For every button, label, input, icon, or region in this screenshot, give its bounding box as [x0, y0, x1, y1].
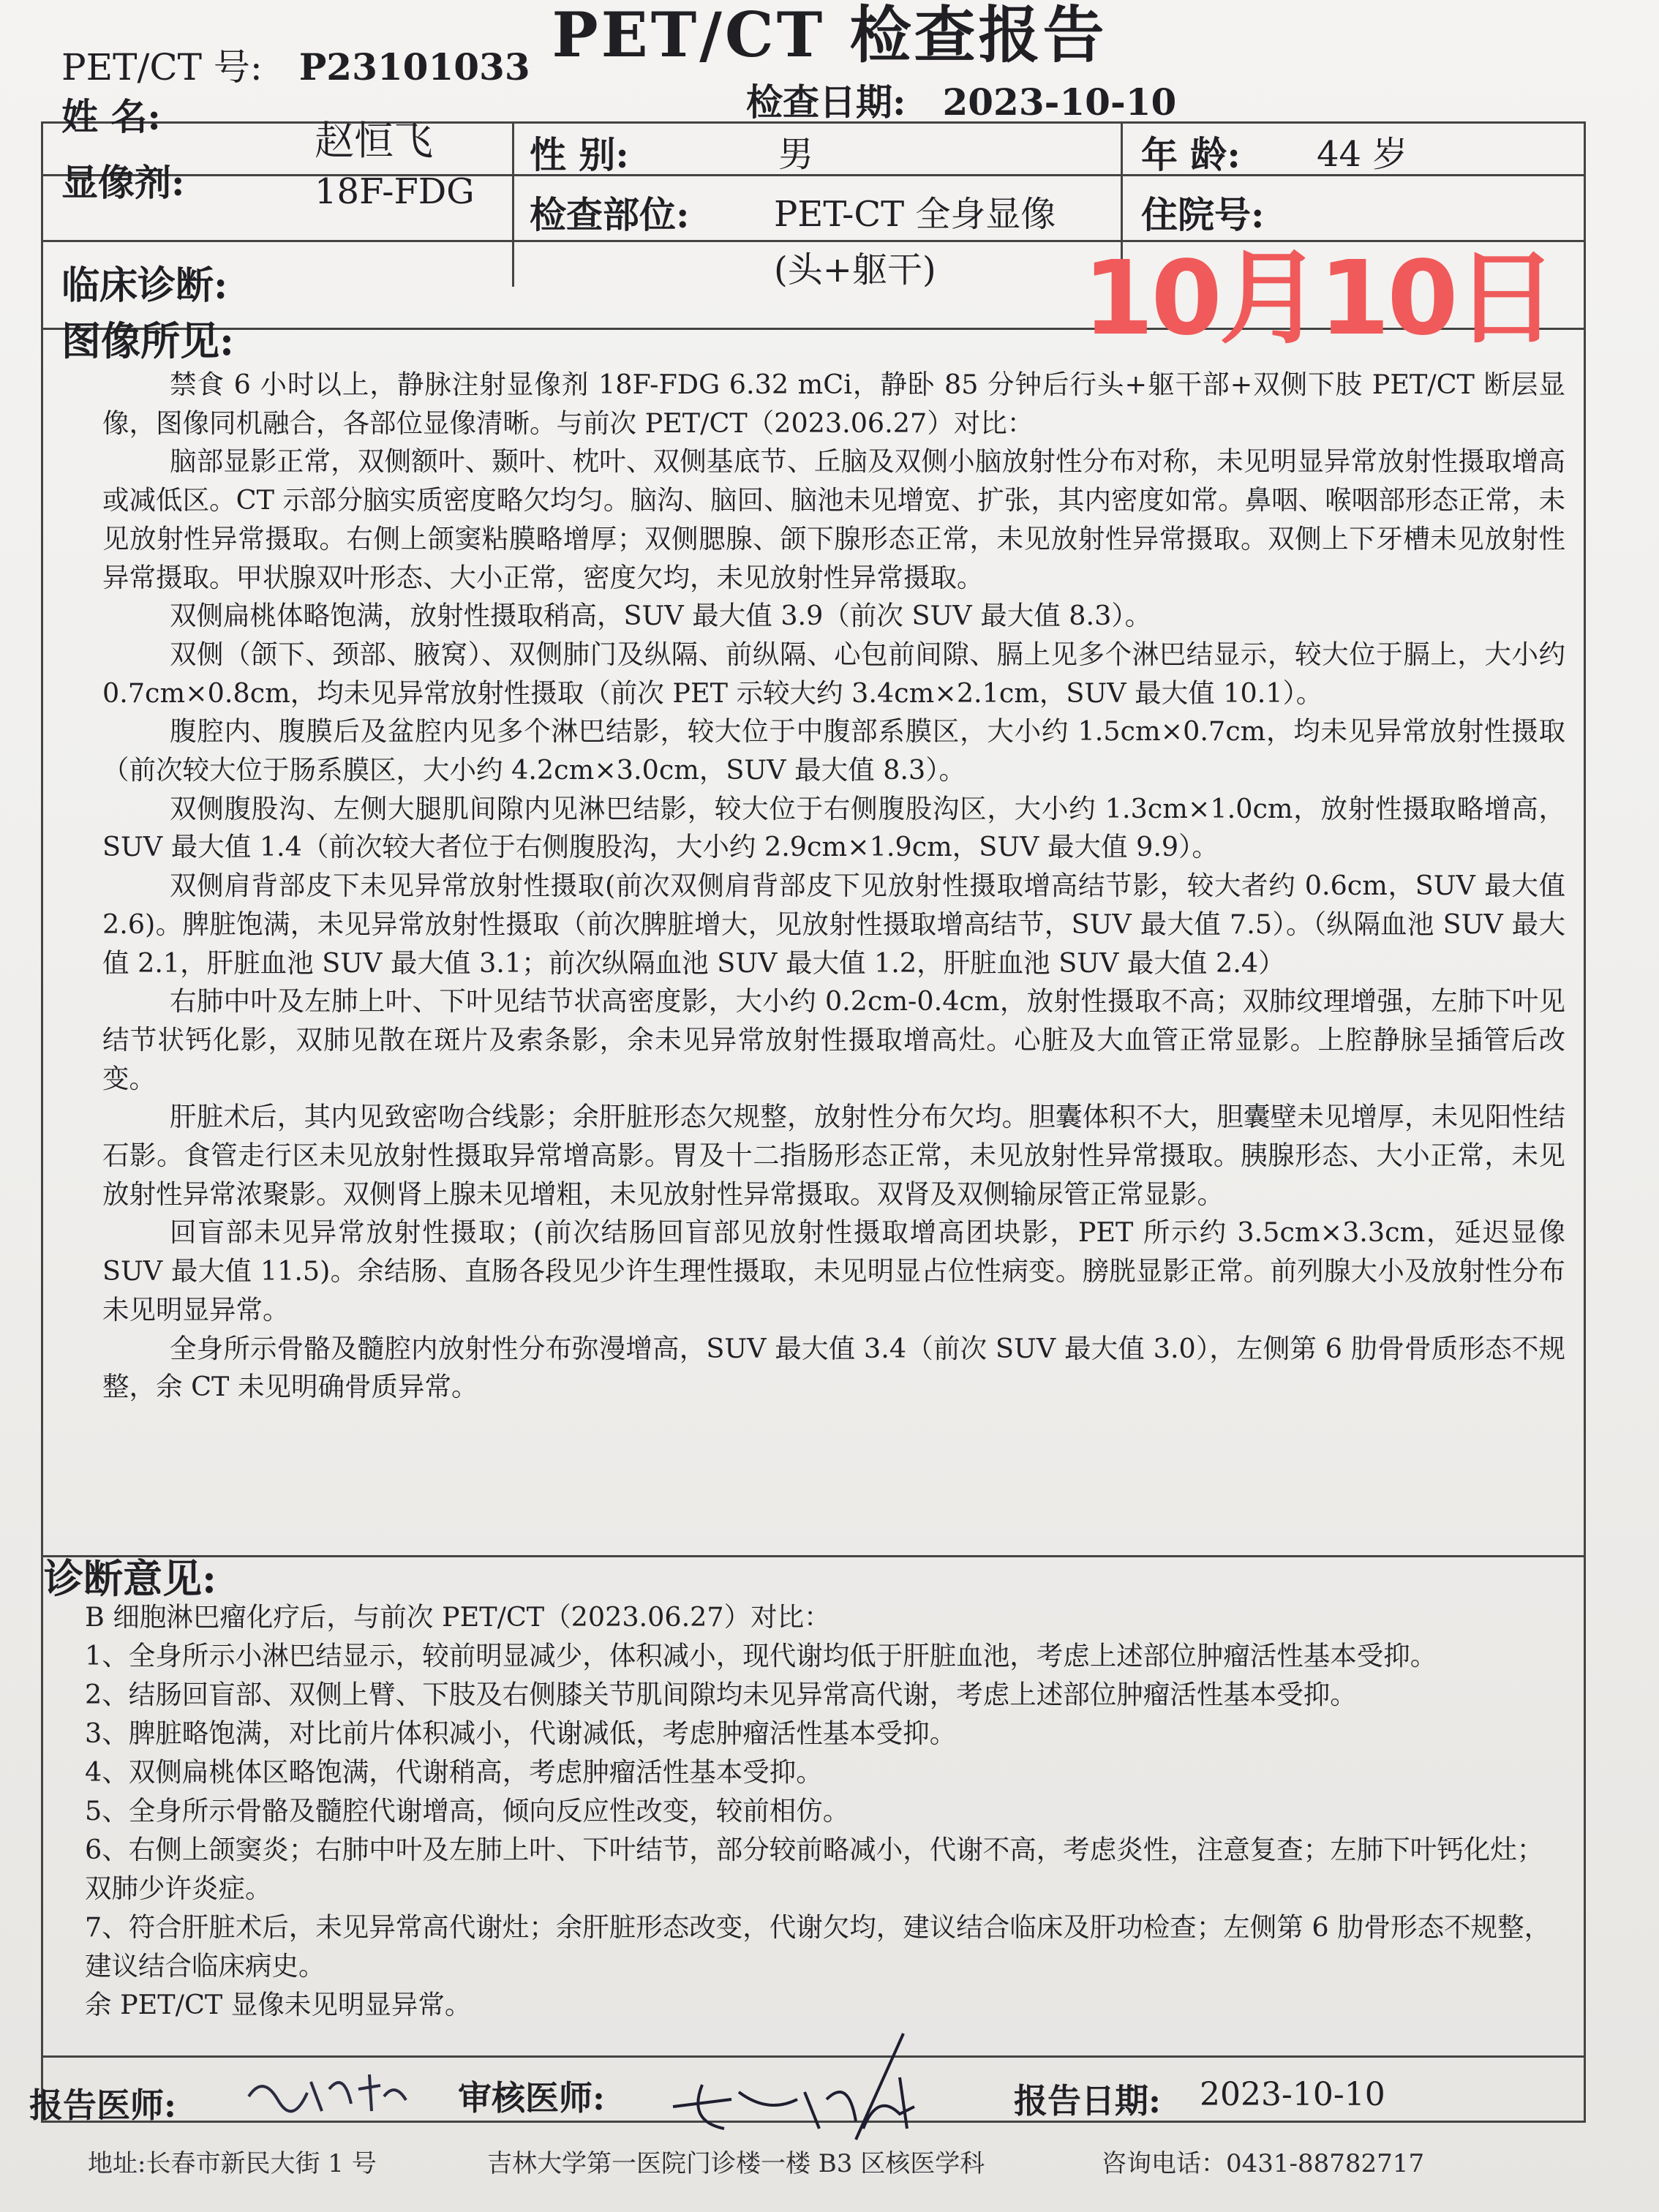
findings-paragraph: 双侧肩背部皮下未见异常放射性摄取(前次双侧肩背部皮下见放射性摄取增高结节影，较大者约 0.6cm，SUV 最大值 2.6)。脾脏饱满，未见异常放射性摄取（前次脾脏增大，见放射性摄取增高结节，SUV 最大值 7.5）。（纵隔血池 SUV 最大值 2.1，肝脏血池 SUV 最大值 3.1；前次纵隔血池 SUV 最大值 1.2，肝脏血池 SUV 最大值 2.4）: [102, 870, 1565, 979]
site-value-line2: (头+躯干): [774, 249, 936, 290]
findings-paragraph: 禁食 6 小时以上，静脉注射显像剂 18F-FDG 6.32 mCi，静卧 85 分钟后行头+躯干部+双侧下肢 PET/CT 断层显像，图像同机融合，各部位显像清晰。与前次 PET/CT（2023.06.27）对比：: [102, 369, 1565, 439]
reporter-signature: [241, 2067, 410, 2126]
pet-number-value: P23101033: [298, 45, 530, 89]
findings-heading: 图像所见:: [61, 317, 234, 364]
report-date-label: 报告日期:: [1014, 2081, 1161, 2121]
date-stamp-overlay: 10月10日: [1083, 239, 1555, 358]
hospital-address: 地址:长春市新民大街 1 号: [88, 2149, 377, 2178]
age-value: 44 岁: [1317, 134, 1408, 175]
reviewer-signature: [658, 2004, 951, 2143]
table-divider: [41, 1555, 1586, 1557]
agent-label: 显像剂:: [61, 161, 185, 204]
findings-paragraph: 腹腔内、腹膜后及盆腔内见多个淋巴结影，较大位于中腹部系膜区，大小约 1.5cm×0.7cm，均未见异常放射性摄取（前次较大位于肠系膜区，大小约 4.2cm×3.0cm，SUV 最大值 8.3）。: [102, 715, 1565, 786]
inpatient-label: 住院号:: [1141, 193, 1265, 236]
findings-body: [102, 366, 1565, 1407]
age-label: 年 龄:: [1141, 133, 1241, 176]
diagnosis-intro: B 细胞淋巴瘤化疗后，与前次 PET/CT（2023.06.27）对比：: [85, 1601, 831, 1633]
agent-value: 18F-FDG: [315, 171, 475, 212]
diagnosis-item: 7、符合肝脏术后，未见异常高代谢灶；余肝脏形态改变，代谢欠均，建议结合临床及肝功检查；左侧第 6 肋骨形态不规整，建议结合临床病史。: [85, 1911, 1551, 1982]
diagnosis-item: 1、全身所示小淋巴结显示，较前明显减少，体积减小，现代谢均低于肝脏血池，考虑上述部位肿瘤活性基本受抑。: [85, 1640, 1437, 1671]
diagnosis-item: 6、右侧上颌窦炎；右肺中叶及左肺上叶、下叶结节，部分较前略减小，代谢不高，考虑炎性，注意复查；左肺下叶钙化灶；双肺少许炎症。: [85, 1834, 1544, 1904]
findings-paragraph: 双侧扁桃体略饱满，放射性摄取稍高，SUV 最大值 3.9（前次 SUV 最大值 8.3）。: [170, 600, 1152, 632]
findings-paragraph: 回盲部未见异常放射性摄取；(前次结肠回盲部见放射性摄取增高团块影，PET 所示约 3.5cm×3.3cm，延迟显像 SUV 最大值 11.5)。余结肠、直肠各段见少许生理性摄取，未见明显占位性病变。膀胱显影正常。前列腺大小及放射性分布未见明显异常。: [102, 1216, 1565, 1325]
diagnosis-closing: 余 PET/CT 显像未见明显异常。: [85, 1989, 472, 2020]
report-date-value: 2023-10-10: [1200, 2076, 1385, 2113]
findings-paragraph: 双侧腹股沟、左侧大腿肌间隙内见淋巴结影，较大位于右侧腹股沟区，大小约 1.3cm×1.0cm，放射性摄取略增高，SUV 最大值 1.4（前次较大者位于右侧腹股沟，大小约 2.9cm×1.9cm，SUV 最大值 9.9）。: [102, 792, 1565, 863]
findings-paragraph: 全身所示骨骼及髓腔内放射性分布弥漫增高，SUV 最大值 3.4（前次 SUV 最大值 3.0），左侧第 6 肋骨骨质形态不规整，余 CT 未见明确骨质异常。: [102, 1332, 1565, 1403]
report-title: PET/CT 检查报告: [552, 0, 1107, 71]
findings-paragraph: 双侧（颌下、颈部、腋窝）、双侧肺门及纵隔、前纵隔、心包前间隙、膈上见多个淋巴结显示，较大位于膈上，大小约 0.7cm×0.8cm，均未见异常放射性摄取（前次 PET 示较大约 3.4cm×2.1cm，SUV 最大值 10.1）。: [102, 638, 1565, 709]
table-divider: [512, 121, 514, 287]
clinical-diagnosis-label: 临床诊断:: [61, 263, 228, 308]
consult-phone: 咨询电话：0431-88782717: [1102, 2149, 1425, 2178]
pet-number-label: PET/CT 号:: [61, 46, 263, 89]
diagnosis-item: 3、脾脏略饱满，对比前片体积减小，代谢减低，考虑肿瘤活性基本受抑。: [85, 1718, 957, 1749]
findings-paragraph: 脑部显影正常，双侧额叶、颞叶、枕叶、双侧基底节、丘脑及双侧小脑放射性分布对称，未见明显异常放射性摄取增高或减低区。CT 示部分脑实质密度略欠均匀。脑沟、脑回、脑池未见增宽、扩张，其内密度如常。鼻咽、喉咽部形态正常，未见放射性异常摄取。右侧上颌窦粘膜略增厚；双侧腮腺、颌下腺形态正常，未见放射性异常摄取。双侧上下牙槽未见放射性异常摄取。甲状腺双叶形态、大小正常，密度欠均，未见放射性异常摄取。: [102, 445, 1565, 593]
site-value-line1: PET-CT 全身显像: [774, 194, 1056, 235]
exam-date-value: 2023-10-10: [942, 80, 1177, 124]
findings-paragraph: 肝脏术后，其内见致密吻合线影；余肝脏形态欠规整，放射性分布欠均。胆囊体积不大，胆囊壁未见增厚，未见阳性结石影。食管走行区未见放射性摄取异常增高影。胃及十二指肠形态正常，未见放射性异常摄取。胰腺形态、大小正常，未见放射性异常浓聚影。双侧肾上腺未见增粗，未见放射性异常摄取。双肾及双侧输尿管正常显影。: [102, 1101, 1565, 1210]
reporter-label: 报告医师:: [29, 2085, 176, 2125]
name-label: 姓 名:: [61, 95, 161, 138]
reviewer-label: 审核医师:: [458, 2078, 605, 2118]
diagnosis-body: [85, 1598, 1565, 2024]
diagnosis-heading: 诊断意见:: [44, 1555, 217, 1602]
diagnosis-item: 2、结肠回盲部、双侧上臂、下肢及右侧膝关节肌间隙均未见异常高代谢，考虑上述部位肿瘤活性基本受抑。: [85, 1679, 1357, 1710]
exam-date: [746, 73, 1176, 126]
diagnosis-item: 4、双侧扁桃体区略饱满，代谢稍高，考虑肿瘤活性基本受抑。: [85, 1756, 823, 1788]
exam-date-label: 检查日期:: [746, 80, 906, 124]
site-label: 检查部位:: [530, 193, 690, 236]
sex-value: 男: [778, 134, 814, 175]
sex-label: 性 别:: [530, 133, 629, 176]
name-value: 赵恒飞: [315, 118, 433, 164]
findings-paragraph: 右肺中叶及左肺上叶、下叶见结节状高密度影，大小约 0.2cm-0.4cm，放射性摄取不高；双肺纹理增强，左肺下叶见结节状钙化影，双肺见散在斑片及索条影，余未见异常放射性摄取增高灶。心脏及大血管正常显影。上腔静脉呈插管后改变。: [102, 985, 1565, 1094]
department-location: 吉林大学第一医院门诊楼一楼 B3 区核医学科: [487, 2149, 985, 2178]
diagnosis-item: 5、全身所示骨骼及髓腔代谢增高，倾向反应性改变，较前相仿。: [85, 1795, 850, 1827]
pet-number: [61, 38, 530, 91]
